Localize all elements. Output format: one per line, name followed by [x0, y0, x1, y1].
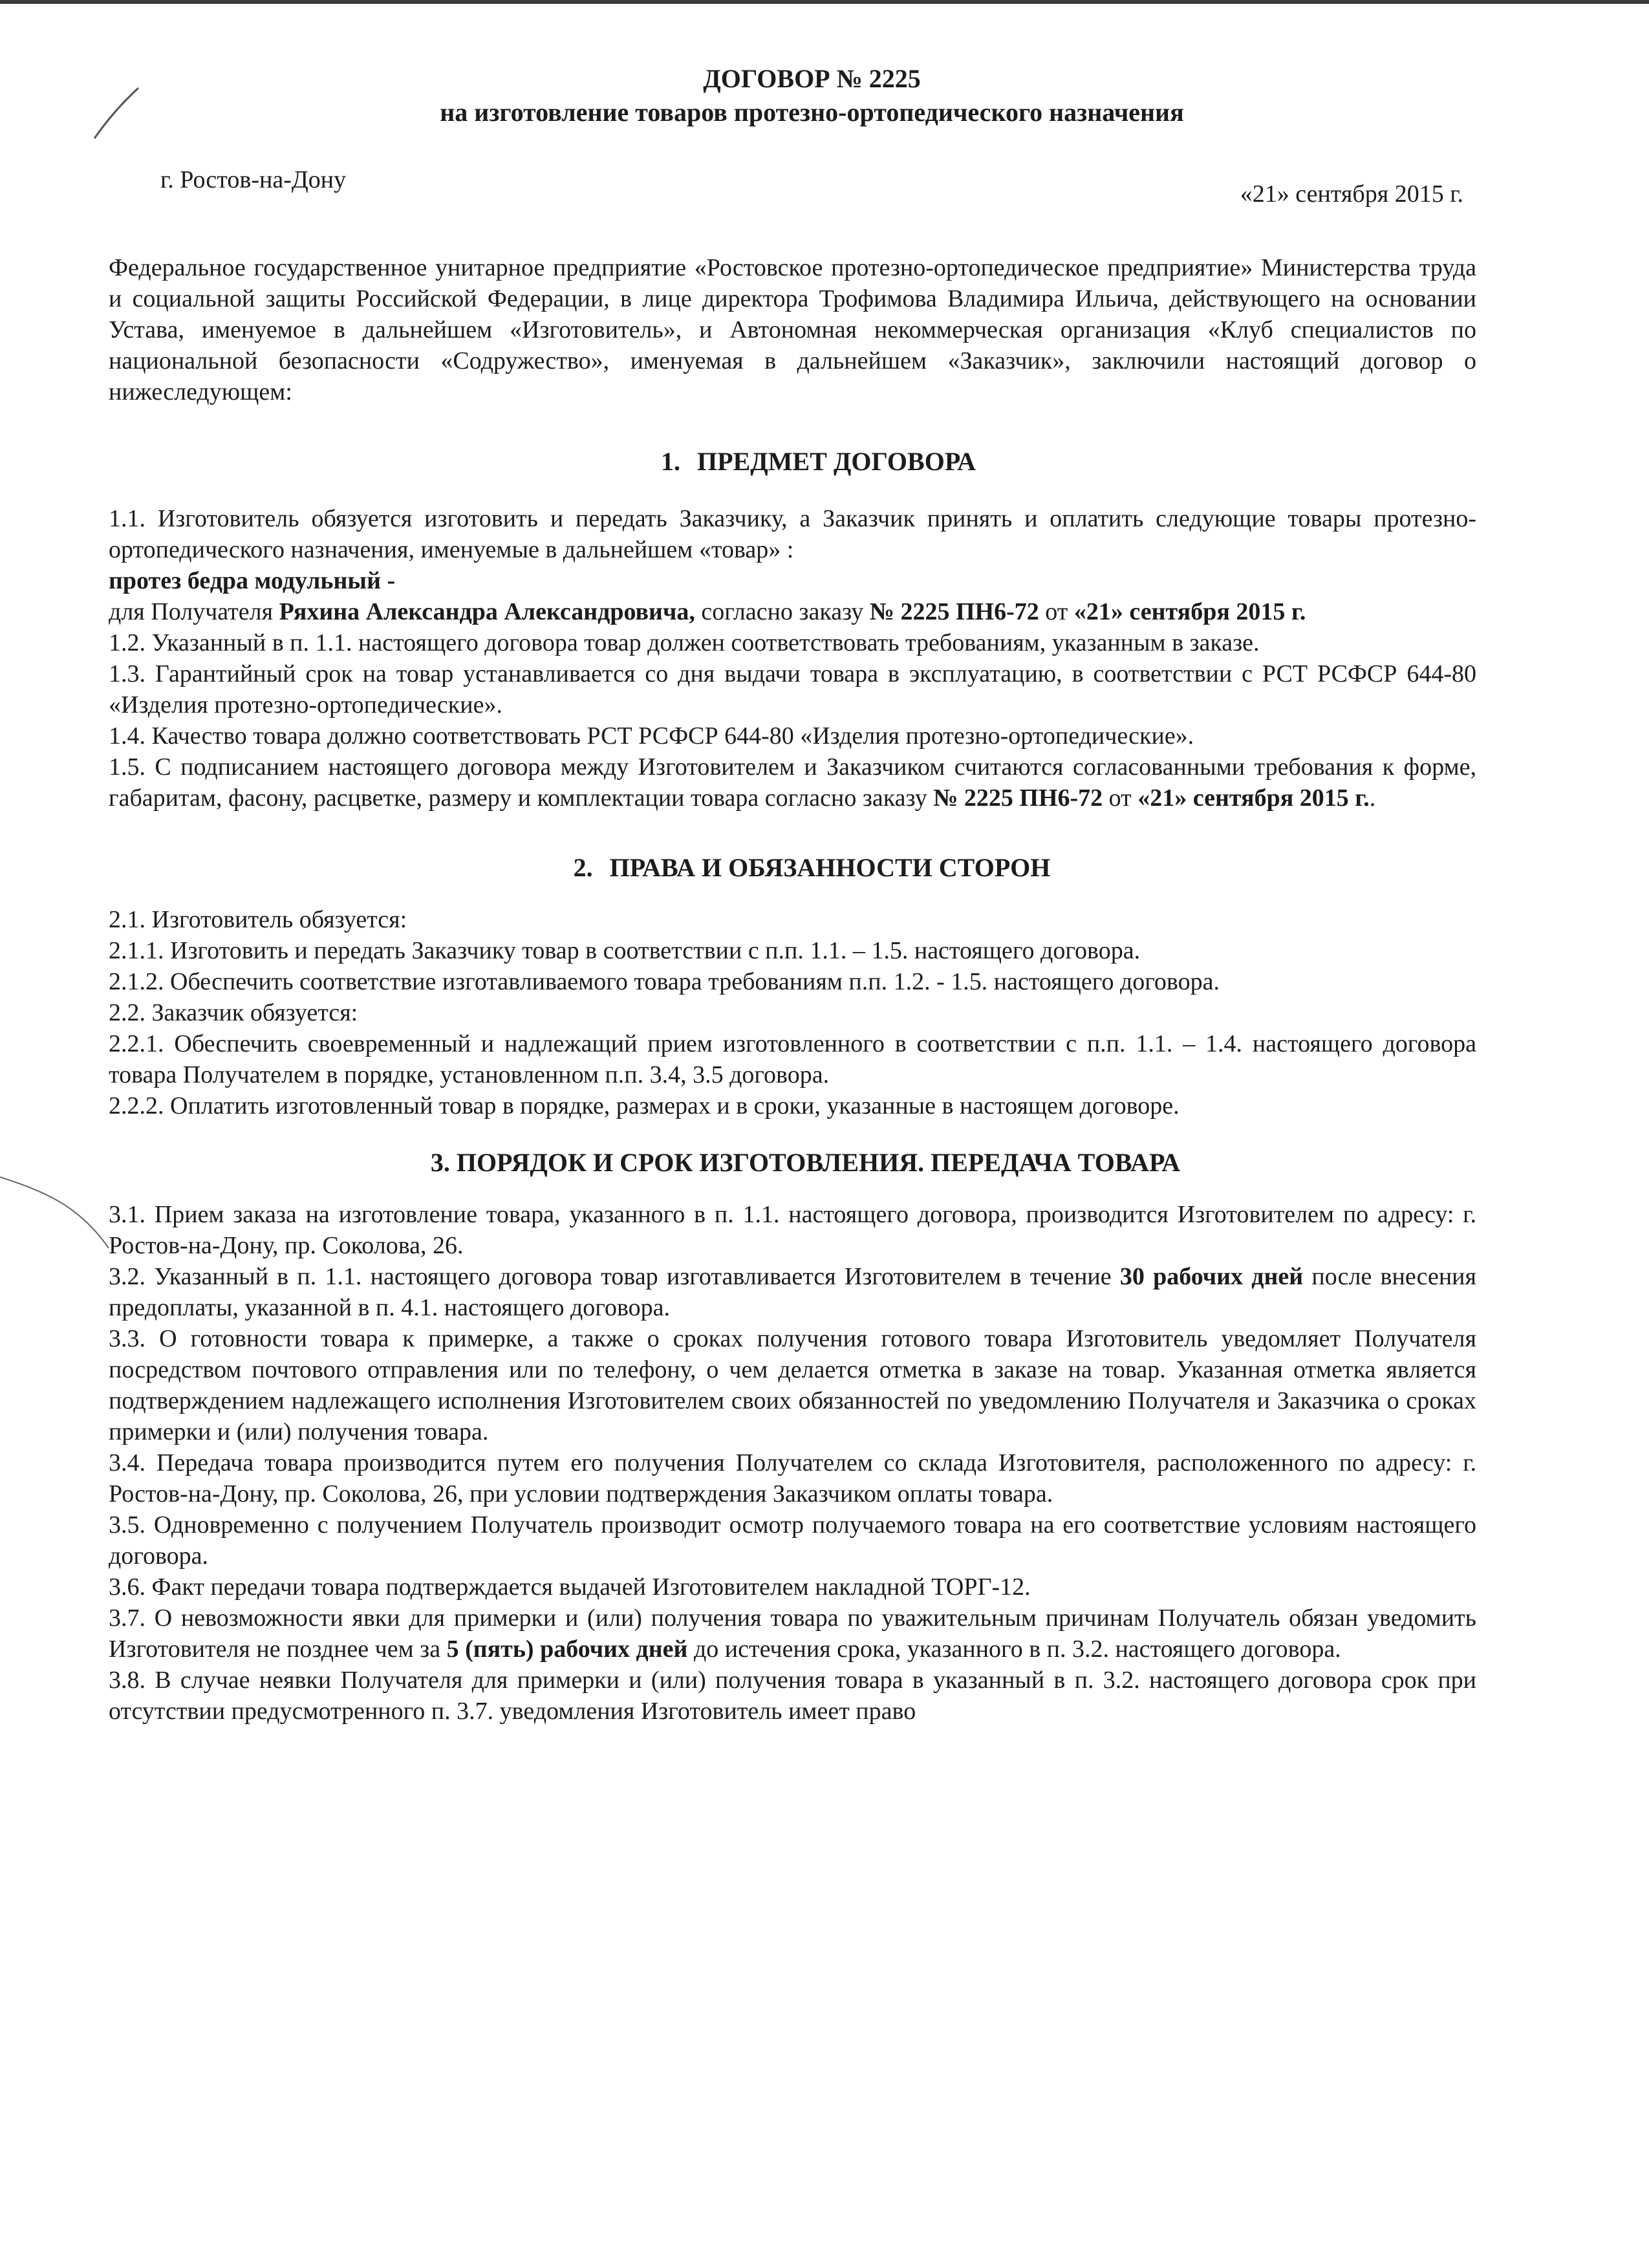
scan-top-edge: [0, 0, 1649, 4]
contract-city: г. Ростов-на-Дону: [160, 166, 347, 193]
clause-3-2: [109, 1261, 1476, 1323]
clause-3-7-rest: до истечения срока, указанного в п. 3.2. настоящего договора.: [687, 1636, 1341, 1663]
clause-3-1: 3.1. Прием заказа на изготовление товара, указанного в п. 1.1. настоящего договора, производится Изготовителем по адресу: г. Ростов-на-Дону, пр. Соколова, 26.: [109, 1201, 1476, 1259]
product-name: протез бедра модульный -: [109, 567, 396, 594]
clause-3-3: 3.3. О готовности товара к примерке, а также о сроках получения готового товара Изготовитель уведомляет Получателя посредством почтового отправления или по телефону, о чем делается отметка в заказе на товар. Указанная отметка является подтверждением надлежащего исполнения Изготовителем своих обязанностей по уведомлению Получателя и Заказчика о сроках примерки и (или) получения товара.: [109, 1325, 1476, 1445]
section-1-heading: [160, 445, 1476, 479]
recipient-line: [109, 596, 1476, 627]
order-date: «21» сентября 2015 г.: [1073, 598, 1306, 625]
contract-date: «21» сентября 2015 г.: [1240, 180, 1463, 208]
recipient-prefix: для Получателя: [109, 598, 279, 625]
recipient-middle: согласно заказу: [695, 598, 870, 625]
clause-1-5-order: № 2225 ПН6-72: [933, 784, 1103, 812]
clause-1-4: 1.4. Качество товара должно соответствовать РСТ РСФСР 644-80 «Изделия протезно-ортопедические».: [109, 722, 1194, 750]
clause-3-8: 3.8. В случае неявки Получателя для примерки и (или) получения товара в указанный в п. 3.2. настоящего договора срок при отсутствии предусмотренного п. 3.7. уведомления Изготовитель имеет право: [109, 1667, 1476, 1725]
clause-1-5-end: .: [1369, 784, 1376, 812]
document-subtitle: на изготовление товаров протезно-ортопедического назначения: [440, 98, 1184, 127]
section-2-number: 2.: [573, 853, 593, 882]
clause-1-3: 1.3. Гарантийный срок на товар устанавливается со дня выдачи товара в эксплуатацию, в соответствии с РСТ РСФСР 644-80 «Изделия протезно-ортопедические».: [109, 660, 1476, 718]
clause-1-2: 1.2. Указанный в п. 1.1. настоящего договора товар должен соответствовать требованиям, указанным в заказе.: [109, 629, 1260, 656]
document-title: ДОГОВОР № 2225: [703, 64, 921, 93]
clause-2-2-1: 2.2.1. Обеспечить своевременный и надлежащий прием изготовленного в соответствии с п.п. 1.1. – 1.4. настоящего договора товара Получателем в порядке, установленном п.п. 3.4, 3.5 договора.: [109, 1030, 1476, 1088]
section-1-number: 1.: [660, 447, 680, 476]
clause-3-2-text: 3.2. Указанный в п. 1.1. настоящего договора товар изготавливается Изготовителем в течение: [109, 1263, 1120, 1290]
clause-1-5-date: «21» сентября 2015 г.: [1137, 784, 1370, 812]
clause-2-1-1: 2.1.1. Изготовить и передать Заказчику товар в соответствии с п.п. 1.1. – 1.5. настоящего договора.: [109, 937, 1141, 964]
place-date-row: [109, 164, 1476, 229]
section-3-heading: 3. ПОРЯДОК И СРОК ИЗГОТОВЛЕНИЯ. ПЕРЕДАЧА ТОВАРА: [430, 1148, 1181, 1177]
clause-3-7-term: 5 (пять) рабочих дней: [446, 1636, 688, 1663]
clause-1-5: [109, 751, 1476, 814]
clause-2-1: 2.1. Изготовитель обязуется:: [109, 906, 407, 933]
clause-2-2-2: 2.2.2. Оплатить изготовленный товар в порядке, размерах и в сроки, указанные в настоящем договоре.: [109, 1092, 1180, 1119]
clause-3-2-term: 30 рабочих дней: [1119, 1263, 1304, 1290]
clause-2-1-2: 2.1.2. Обеспечить соответствие изготавливаемого товара требованиям п.п. 1.2. - 1.5. настоящего договора.: [109, 968, 1220, 995]
contract-page: [109, 62, 1476, 1727]
clause-3-5: 3.5. Одновременно с получением Получатель производит осмотр получаемого товара на его соответствие условиям настоящего договора.: [109, 1511, 1476, 1570]
clause-3-7-text: 3.7. О невозможности явки для примерки и (или) получения товара по уважительным причинам Получатель обязан уведомить Изготовителя не позднее чем за: [109, 1604, 1476, 1663]
clause-3-7: [109, 1603, 1476, 1665]
section-2-title: ПРАВА И ОБЯЗАННОСТИ СТОРОН: [609, 853, 1051, 882]
clause-3-6: 3.6. Факт передачи товара подтверждается выдачей Изготовителем накладной ТОРГ-12.: [109, 1573, 1031, 1601]
section-2-heading: [147, 851, 1476, 885]
scan-artifact-curve: [0, 1151, 110, 1255]
product-line: [109, 565, 1476, 596]
clause-2-2: 2.2. Заказчик обязуется:: [109, 999, 358, 1026]
clause-3-4: 3.4. Передача товара производится путем его получения Получателем со склада Изготовителя, расположенного по адресу: г. Ростов-на-Дону, пр. Соколова, 26, при условии подтверждения Заказчиком оплаты товара.: [109, 1449, 1476, 1507]
clause-1-5-text: 1.5. С подписанием настоящего договора между Изготовителем и Заказчиком считаются согласованными требования к форме, габаритам, фасону, расцветке, размеру и комплектации товара согласно заказу: [109, 753, 1476, 812]
clause-1-5-from: от: [1103, 784, 1138, 812]
clause-3-2-rest: после внесения предоплаты, указанной в п. 4.1. настоящего договора.: [109, 1263, 1476, 1321]
clause-1-1: 1.1. Изготовитель обязуется изготовить и передать Заказчику, а Заказчик принять и оплатить следующие товары протезно-ортопедического назначения, именуемые в дальнейшем «товар» :: [109, 505, 1476, 563]
preamble-paragraph: Федеральное государственное унитарное предприятие «Ростовское протезно-ортопедическое предприятие» Министерства труда и социальной защиты Российской Федерации, в лице директора Трофимова Владимира Ильича, действующего на основании Устава, именуемое в дальнейшем «Изготовитель», и Автономная некоммерческая организация «Клуб специалистов по национальной безопасности «Содружество», именуемая в дальнейшем «Заказчик», заключили настоящий договор о нижеследующем:: [109, 254, 1476, 405]
recipient-from: от: [1039, 598, 1074, 625]
order-number: № 2225 ПН6-72: [869, 598, 1039, 625]
section-1-title: ПРЕДМЕТ ДОГОВОРА: [696, 447, 976, 476]
recipient-name: Ряхина Александра Александровича,: [279, 598, 695, 625]
